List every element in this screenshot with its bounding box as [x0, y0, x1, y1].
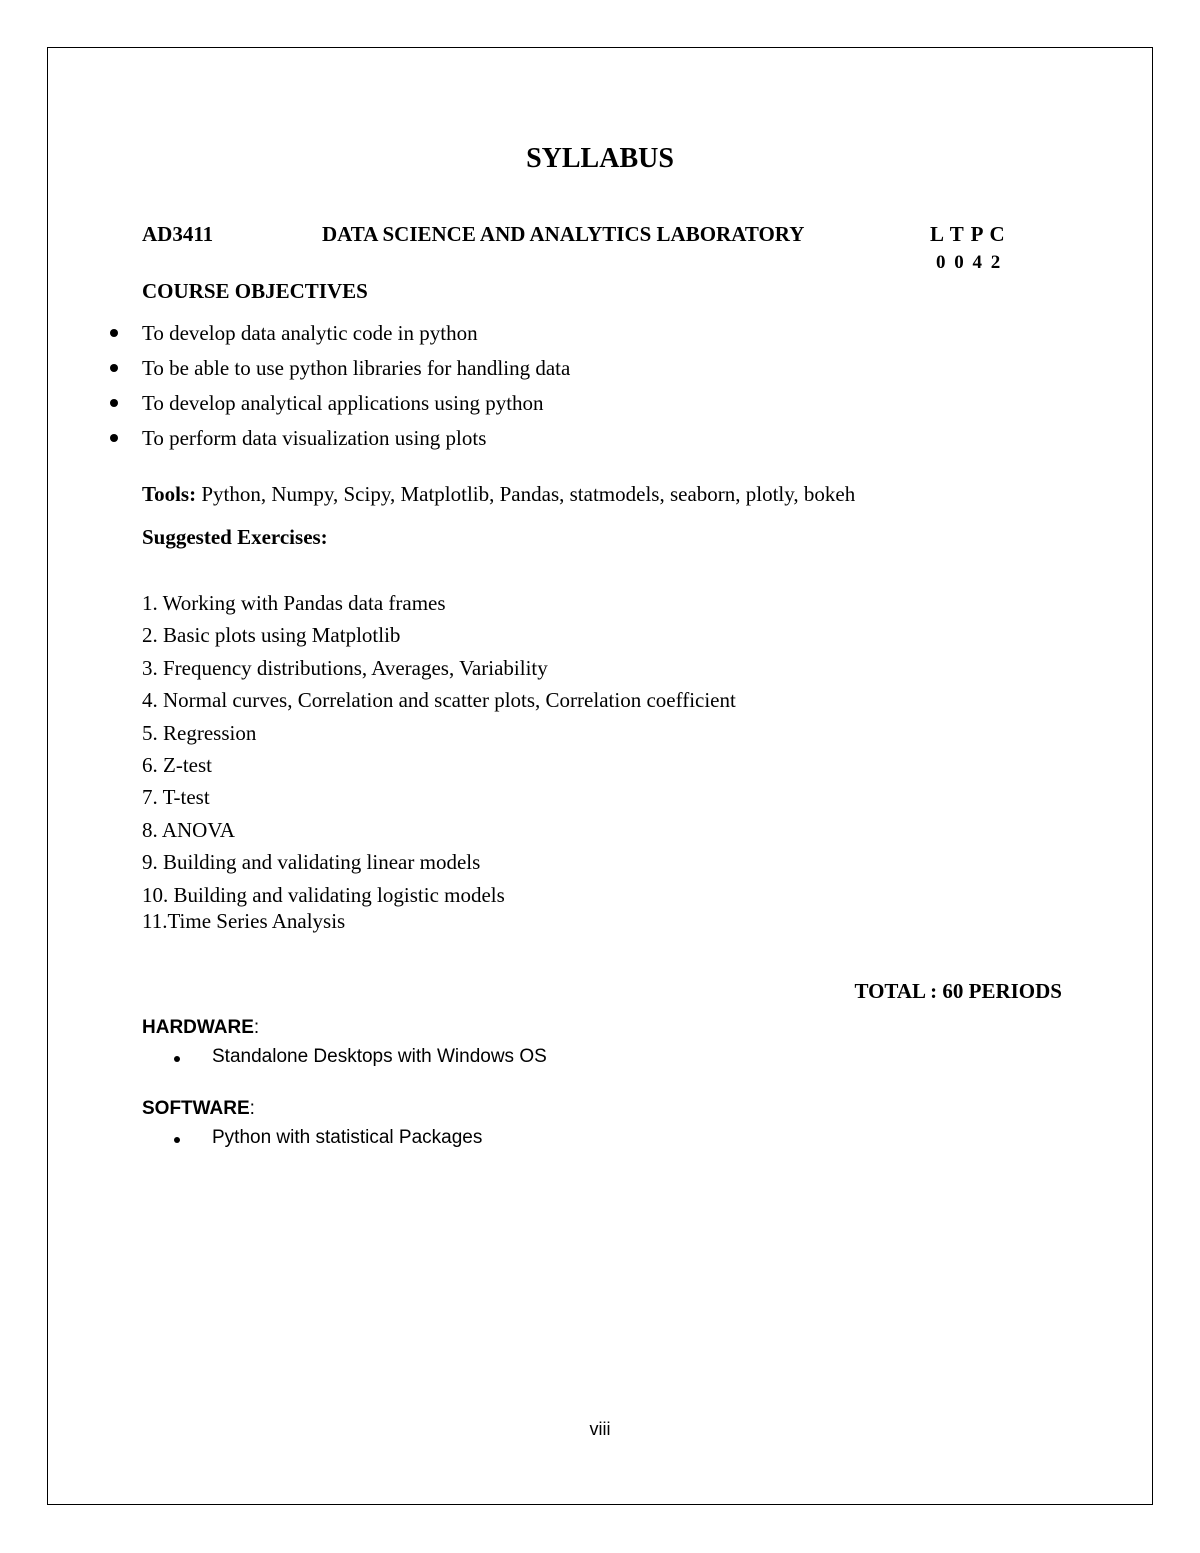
exercise-item: 2. Basic plots using Matplotlib — [142, 623, 401, 648]
course-code: AD3411 — [142, 222, 214, 246]
page-number: viii — [589, 1419, 611, 1439]
hardware-label: HARDWARE — [142, 1017, 254, 1038]
page-title: SYLLABUS — [526, 143, 674, 174]
objectives-heading: COURSE OBJECTIVES — [142, 279, 368, 303]
software-heading — [142, 1098, 255, 1120]
exercises-list — [142, 590, 736, 933]
hardware-item: Standalone Desktops with Windows OS — [174, 1046, 547, 1068]
hardware-colon: : — [253, 1017, 260, 1038]
exercise-item: 11.Time Series Analysis — [142, 909, 346, 933]
objectives-list — [105, 320, 570, 460]
exercise-item: 3. Frequency distributions, Averages, Variability — [142, 655, 548, 680]
exercise-item: 8. ANOVA — [142, 817, 235, 842]
exercise-item: 9. Building and validating linear models — [142, 850, 481, 875]
ltpc-header: L T P C — [930, 222, 1006, 246]
tools-label: Tools: — [142, 482, 197, 506]
objective-item: To be able to use python libraries for handling data — [105, 355, 570, 390]
exercise-item: 10. Building and validating logistic models — [142, 882, 505, 907]
software-label: SOFTWARE — [142, 1098, 250, 1119]
objective-item: To develop analytical applications using python — [105, 390, 570, 425]
tools-line — [142, 482, 855, 507]
hardware-heading — [142, 1017, 259, 1039]
course-name: DATA SCIENCE AND ANALYTICS LABORATORY — [322, 222, 805, 246]
exercise-item: 5. Regression — [142, 720, 257, 745]
software-item: Python with statistical Packages — [174, 1127, 482, 1149]
exercise-item: 7. T-test — [142, 785, 210, 810]
objective-item: To develop data analytic code in python — [105, 320, 570, 355]
ltpc-values: 0 0 4 2 — [936, 252, 1003, 273]
total-periods: TOTAL : 60 PERIODS — [854, 979, 1062, 1003]
exercises-heading: Suggested Exercises: — [142, 525, 328, 549]
exercise-item: 4. Normal curves, Correlation and scatter plots, Correlation coefficient — [142, 688, 736, 713]
exercise-item: 6. Z-test — [142, 752, 212, 777]
software-colon: : — [249, 1098, 255, 1119]
exercise-item: 1. Working with Pandas data frames — [142, 591, 446, 615]
objective-item: To perform data visualization using plots — [105, 425, 570, 460]
tools-value: Python, Numpy, Scipy, Matplotlib, Pandas, statmodels, seaborn, plotly, bokeh — [196, 482, 856, 506]
